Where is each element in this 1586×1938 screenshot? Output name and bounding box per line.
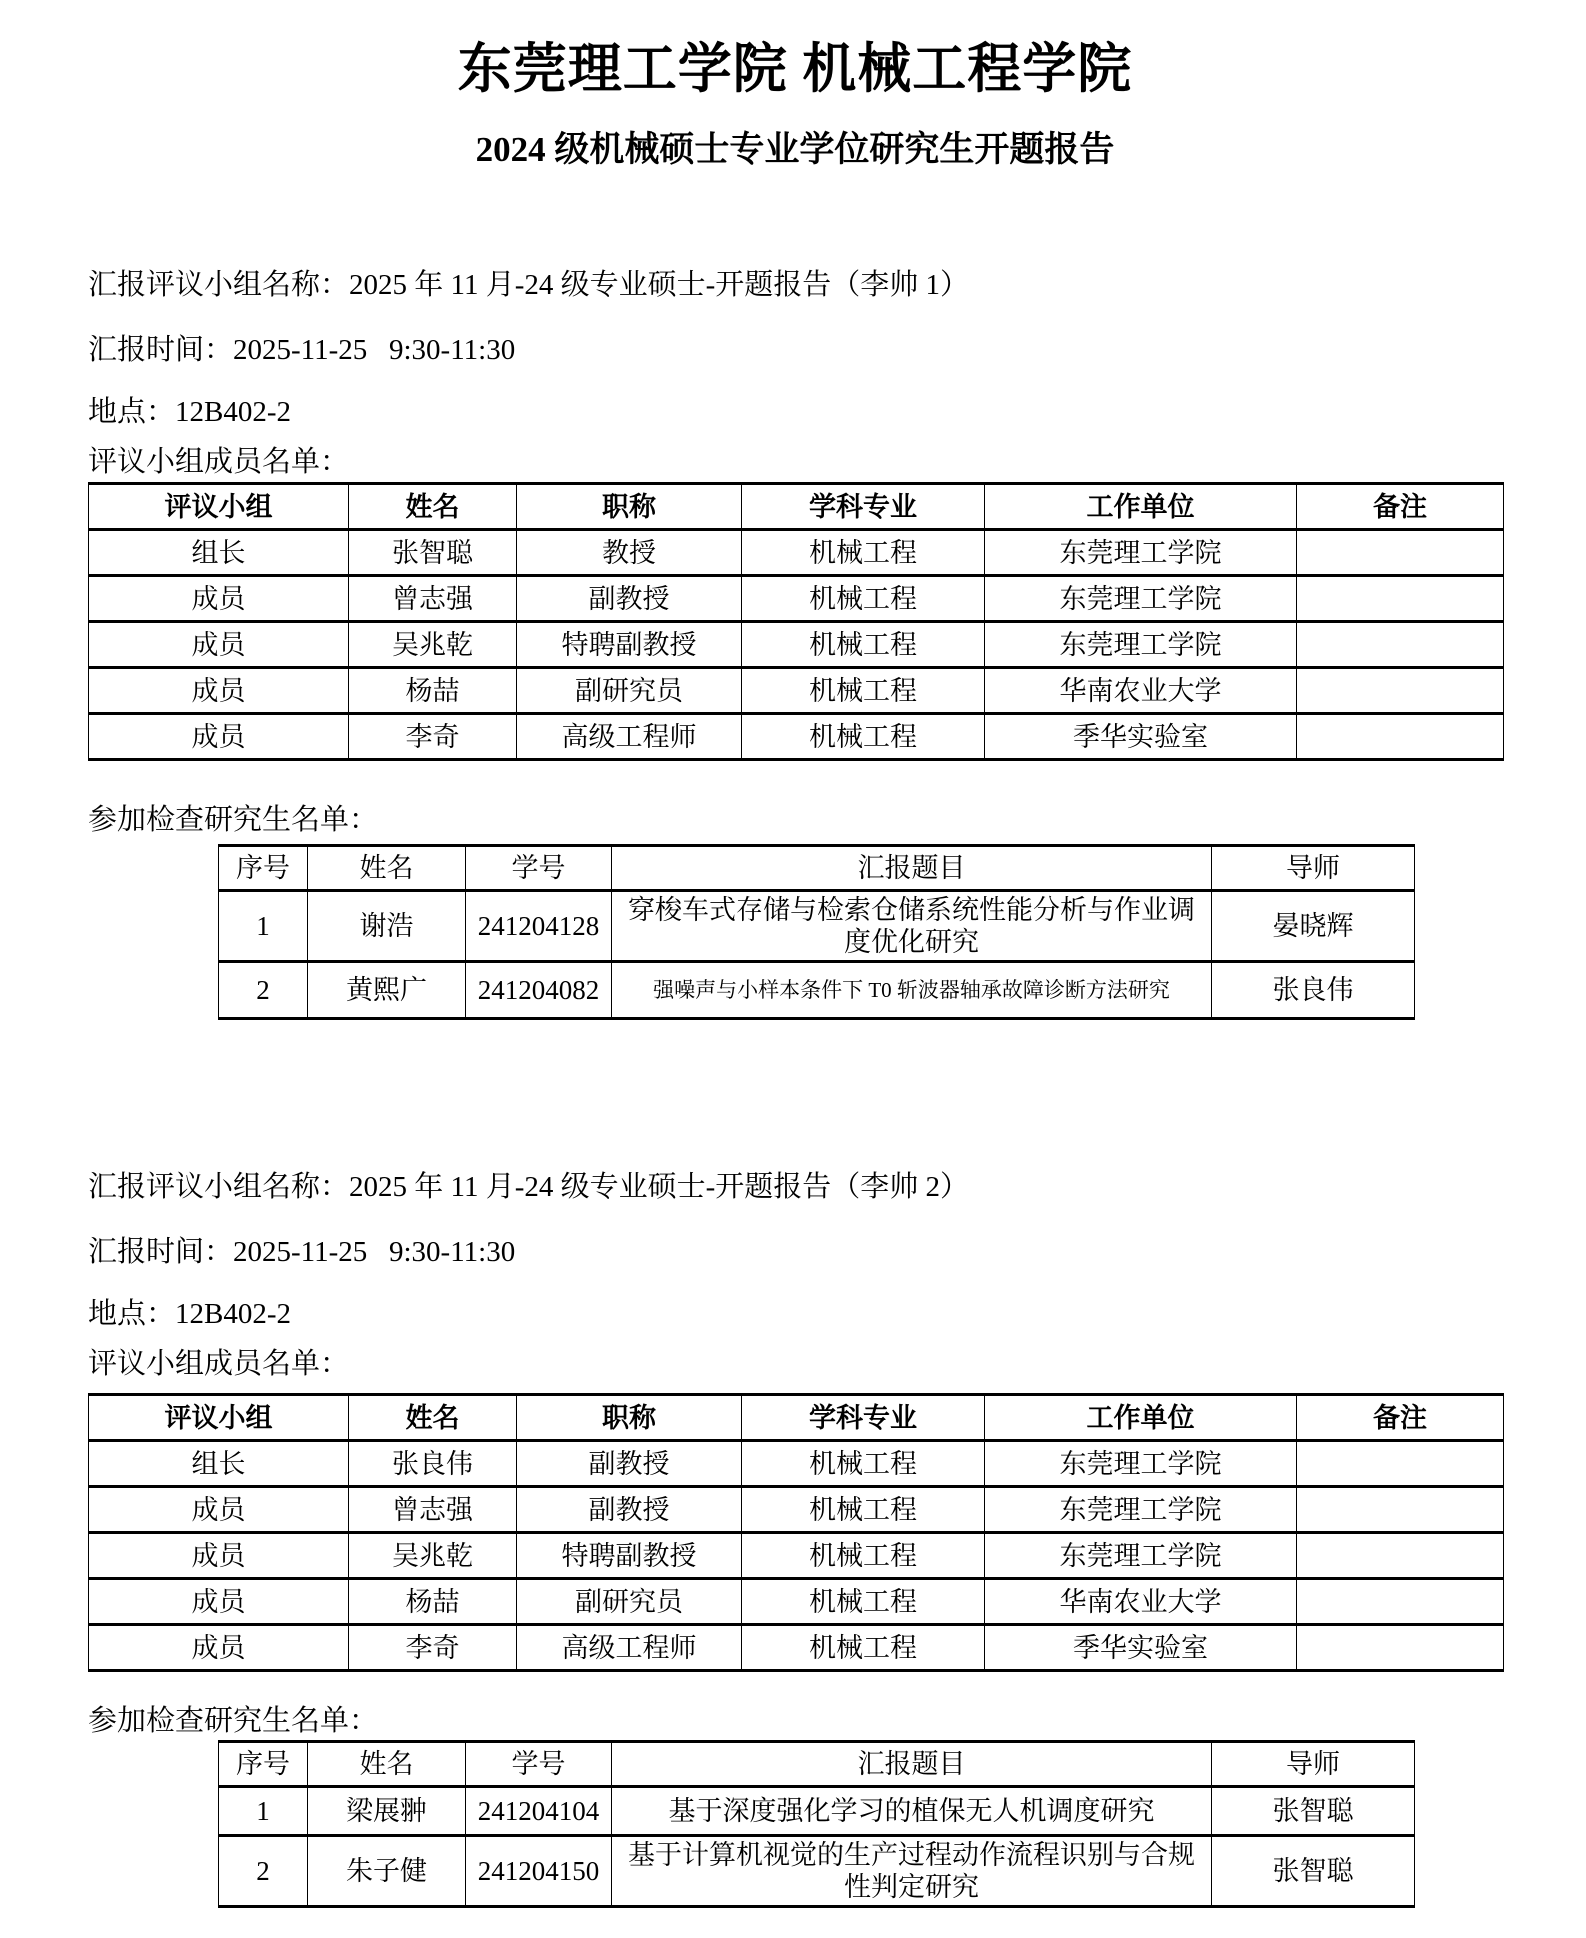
table-cell: 基于计算机视觉的生产过程动作流程识别与合规性判定研究 [612,1836,1212,1907]
report-time-label: 汇报时间： [88,334,234,366]
table-cell: 穿梭车式存储与检索仓储系统性能分析与作业调度优化研究 [612,891,1212,962]
column-header: 序号 [219,1742,308,1787]
table-cell: 机械工程 [742,714,985,760]
report-time-label: 汇报时间： [88,1236,234,1268]
column-header: 导师 [1212,1742,1415,1787]
table-cell: 成员 [89,1533,349,1579]
table-cell [1297,1579,1504,1625]
table-row [89,576,1504,622]
table-cell: 华南农业大学 [985,668,1297,714]
table-cell: 副教授 [517,576,742,622]
table-cell: 副研究员 [517,668,742,714]
table-cell: 成员 [89,1487,349,1533]
table-cell: 高级工程师 [517,1625,742,1671]
table-row [89,714,1504,760]
table-cell: 成员 [89,668,349,714]
table-cell: 张智聪 [1212,1787,1415,1836]
students-list-label: 参加检查研究生名单： [88,804,379,836]
table-cell: 241204150 [466,1836,612,1907]
table-cell [1297,1441,1504,1487]
group-name-value: 2025 年 11 月-24 级专业硕士-开题报告（李帅 1） [349,269,970,301]
location-label: 地点： [88,396,176,428]
table-cell: 李奇 [349,1625,517,1671]
table-cell: 强噪声与小样本条件下 T0 斩波器轴承故障诊断方法研究 [612,962,1212,1019]
students-table-1 [218,844,1415,1020]
members-table-1 [88,482,1504,761]
column-header: 备注 [1297,1395,1504,1441]
table-cell [1297,1533,1504,1579]
table-cell: 成员 [89,714,349,760]
table-cell: 成员 [89,622,349,668]
members-table-2 [88,1393,1504,1672]
table-row [219,1787,1415,1836]
table-cell: 曾志强 [349,1487,517,1533]
table-row [89,1533,1504,1579]
members-list-label: 评议小组成员名单： [88,446,350,478]
table-cell: 组长 [89,1441,349,1487]
table-cell: 季华实验室 [985,1625,1297,1671]
table-row [89,1441,1504,1487]
column-header: 职称 [517,1395,742,1441]
column-header: 工作单位 [985,484,1297,530]
report-section-1 [88,268,1502,1020]
table-cell: 241204082 [466,962,612,1019]
table-cell [1297,530,1504,576]
table-cell: 成员 [89,1579,349,1625]
table-cell: 1 [219,1787,308,1836]
table-cell: 东莞理工学院 [985,1487,1297,1533]
table-cell [1297,622,1504,668]
members-header-row [89,1395,1504,1441]
table-cell: 吴兆乾 [349,622,517,668]
table-cell: 东莞理工学院 [985,576,1297,622]
table-cell: 东莞理工学院 [985,530,1297,576]
group-name-line [88,1170,1502,1204]
table-cell: 机械工程 [742,1487,985,1533]
table-cell: 杨喆 [349,1579,517,1625]
group-name-label: 汇报评议小组名称： [88,1171,350,1203]
table-cell: 东莞理工学院 [985,1533,1297,1579]
table-cell: 机械工程 [742,1625,985,1671]
table-cell: 教授 [517,530,742,576]
table-cell: 2 [219,962,308,1019]
table-row [89,530,1504,576]
column-header: 汇报题目 [612,1742,1212,1787]
table-row [89,1487,1504,1533]
table-cell: 副教授 [517,1487,742,1533]
table-cell: 机械工程 [742,1579,985,1625]
members-header-row [89,484,1504,530]
table-cell: 张良伟 [349,1441,517,1487]
group-name-label: 汇报评议小组名称： [88,269,350,301]
column-header: 工作单位 [985,1395,1297,1441]
table-cell: 特聘副教授 [517,1533,742,1579]
table-cell: 机械工程 [742,1441,985,1487]
table-cell: 1 [219,891,308,962]
table-cell: 吴兆乾 [349,1533,517,1579]
location-line [88,1297,1502,1331]
table-cell [1297,1487,1504,1533]
report-section-2 [88,1170,1502,1908]
table-cell [1297,714,1504,760]
table-cell: 曾志强 [349,576,517,622]
table-cell: 241204104 [466,1787,612,1836]
column-header: 备注 [1297,484,1504,530]
table-cell: 张智聪 [1212,1836,1415,1907]
table-cell: 特聘副教授 [517,622,742,668]
students-header-row [219,846,1415,891]
table-cell: 季华实验室 [985,714,1297,760]
column-header: 职称 [517,484,742,530]
table-row [89,622,1504,668]
report-time-value: 2025-11-25 9:30-11:30 [233,1236,516,1268]
students-list-label: 参加检查研究生名单： [88,1705,379,1737]
column-header: 姓名 [349,484,517,530]
table-cell: 杨喆 [349,668,517,714]
members-list-label: 评议小组成员名单： [88,1348,350,1380]
location-value: 12B402-2 [175,1298,292,1330]
document-title: 东莞理工学院 机械工程学院 [457,39,1133,99]
column-header: 学号 [466,846,612,891]
table-cell: 东莞理工学院 [985,1441,1297,1487]
table-row [89,1625,1504,1671]
table-row [219,891,1415,962]
column-header: 导师 [1212,846,1415,891]
table-cell: 谢浩 [308,891,466,962]
students-header-row [219,1742,1415,1787]
students-table-2 [218,1740,1415,1908]
table-cell: 晏晓辉 [1212,891,1415,962]
location-label: 地点： [88,1298,176,1330]
column-header: 学科专业 [742,484,985,530]
column-header: 汇报题目 [612,846,1212,891]
table-cell: 基于深度强化学习的植保无人机调度研究 [612,1787,1212,1836]
table-cell: 华南农业大学 [985,1579,1297,1625]
table-cell: 机械工程 [742,1533,985,1579]
table-cell: 副研究员 [517,1579,742,1625]
group-name-line [88,268,1502,302]
table-cell: 成员 [89,1625,349,1671]
table-row [89,668,1504,714]
table-cell: 成员 [89,576,349,622]
column-header: 序号 [219,846,308,891]
column-header: 姓名 [308,846,466,891]
table-cell: 梁展翀 [308,1787,466,1836]
table-cell: 李奇 [349,714,517,760]
column-header: 评议小组 [89,1395,349,1441]
report-time-line [88,333,1502,367]
table-cell: 高级工程师 [517,714,742,760]
group-name-value: 2025 年 11 月-24 级专业硕士-开题报告（李帅 2） [349,1171,970,1203]
column-header: 姓名 [349,1395,517,1441]
location-value: 12B402-2 [175,396,292,428]
table-row [219,1836,1415,1907]
table-cell: 机械工程 [742,668,985,714]
table-row [219,962,1415,1019]
table-cell: 组长 [89,530,349,576]
table-cell: 东莞理工学院 [985,622,1297,668]
table-cell: 2 [219,1836,308,1907]
column-header: 学科专业 [742,1395,985,1441]
report-time-value: 2025-11-25 9:30-11:30 [233,334,516,366]
table-cell: 张智聪 [349,530,517,576]
location-line [88,395,1502,429]
table-cell [1297,668,1504,714]
column-header: 学号 [466,1742,612,1787]
table-cell: 黄熙广 [308,962,466,1019]
table-cell [1297,576,1504,622]
table-cell: 机械工程 [742,530,985,576]
document-subtitle: 2024 级机械硕士专业学位研究生开题报告 [475,130,1115,169]
column-header: 评议小组 [89,484,349,530]
table-cell: 张良伟 [1212,962,1415,1019]
table-row [89,1579,1504,1625]
column-header: 姓名 [308,1742,466,1787]
table-cell [1297,1625,1504,1671]
table-cell: 机械工程 [742,622,985,668]
table-cell: 朱子健 [308,1836,466,1907]
report-time-line [88,1235,1502,1269]
table-cell: 机械工程 [742,576,985,622]
table-cell: 241204128 [466,891,612,962]
table-cell: 副教授 [517,1441,742,1487]
